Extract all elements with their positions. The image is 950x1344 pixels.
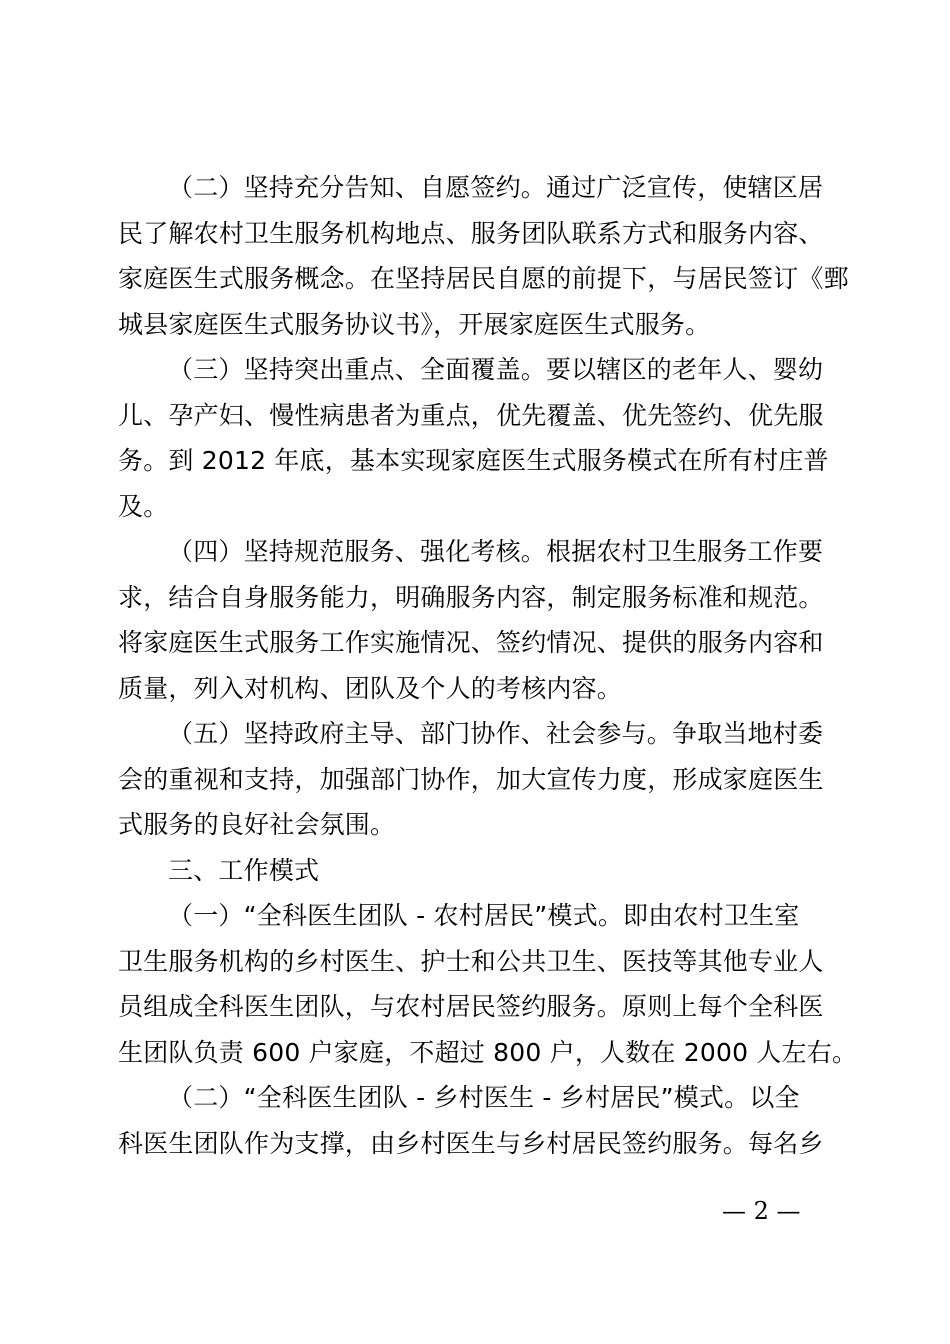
paragraph-5-line-3: 式服务的良好社会氛围。 xyxy=(118,810,396,839)
paragraph-4-line-2: 求，结合自身服务能力，明确服务内容，制定服务标准和规范。 xyxy=(118,582,824,612)
document-body xyxy=(118,165,858,1166)
mode-1-line-2: 卫生服务机构的乡村医生、护士和公共卫生、医技等其他专业人 xyxy=(118,946,824,976)
paragraph-3-line-3: 务。到 2012 年底，基本实现家庭医生式服务模式在所有村庄普 xyxy=(118,446,829,475)
mode-2-line-2: 科医生团队作为支撑，由乡村医生与乡村居民签约服务。每名乡 xyxy=(118,1128,824,1158)
paragraph-2-line-4: 城县家庭医生式服务协议书》，开展家庭医生式服务。 xyxy=(118,309,711,339)
paragraph-4-line-3: 将家庭医生式服务工作实施情况、签约情况、提供的服务内容和 xyxy=(118,628,824,657)
section-heading-work-mode: 三、工作模式 xyxy=(168,855,320,885)
paragraph-4-line-1: （四）坚持规范服务、强化考核。根据农村卫生服务工作要 xyxy=(168,537,824,566)
mode-1-line-1: （一）“全科医生团队 - 农村居民”模式。即由农村卫生室 xyxy=(168,901,800,930)
mode-1-line-4: 生团队负责 600 户家庭，不超过 800 户，人数在 2000 人左右。 xyxy=(118,1037,858,1067)
paragraph-3-line-4: 及。 xyxy=(118,491,169,521)
mode-1-line-3: 员组成全科医生团队，与农村居民签约服务。原则上每个全科医 xyxy=(118,992,824,1021)
paragraph-2-line-3: 家庭医生式服务概念。在坚持居民自愿的前提下，与居民签订《鄄 xyxy=(118,264,849,293)
paragraph-5-line-2: 会的重视和支持，加强部门协作，加大宣传力度，形成家庭医生 xyxy=(118,764,824,794)
paragraph-4-line-4: 质量，列入对机构、团队及个人的考核内容。 xyxy=(118,673,623,703)
mode-2-line-1: （二）“全科医生团队 - 乡村医生 - 乡村居民”模式。以全 xyxy=(168,1083,800,1112)
paragraph-2-line-2: 民了解农村卫生服务机构地点、服务团队联系方式和服务内容、 xyxy=(118,218,824,248)
paragraph-3-line-1: （三）坚持突出重点、全面覆盖。要以辖区的老年人、婴幼 xyxy=(168,355,824,384)
page-number: — 2 — xyxy=(722,1197,801,1225)
paragraph-2-line-1: （二）坚持充分告知、自愿签约。通过广泛宣传，使辖区居 xyxy=(168,173,824,202)
paragraph-5-line-1: （五）坚持政府主导、部门协作、社会参与。争取当地村委 xyxy=(168,719,824,748)
paragraph-3-line-2: 儿、孕产妇、慢性病患者为重点，优先覆盖、优先签约、优先服 xyxy=(118,400,824,430)
